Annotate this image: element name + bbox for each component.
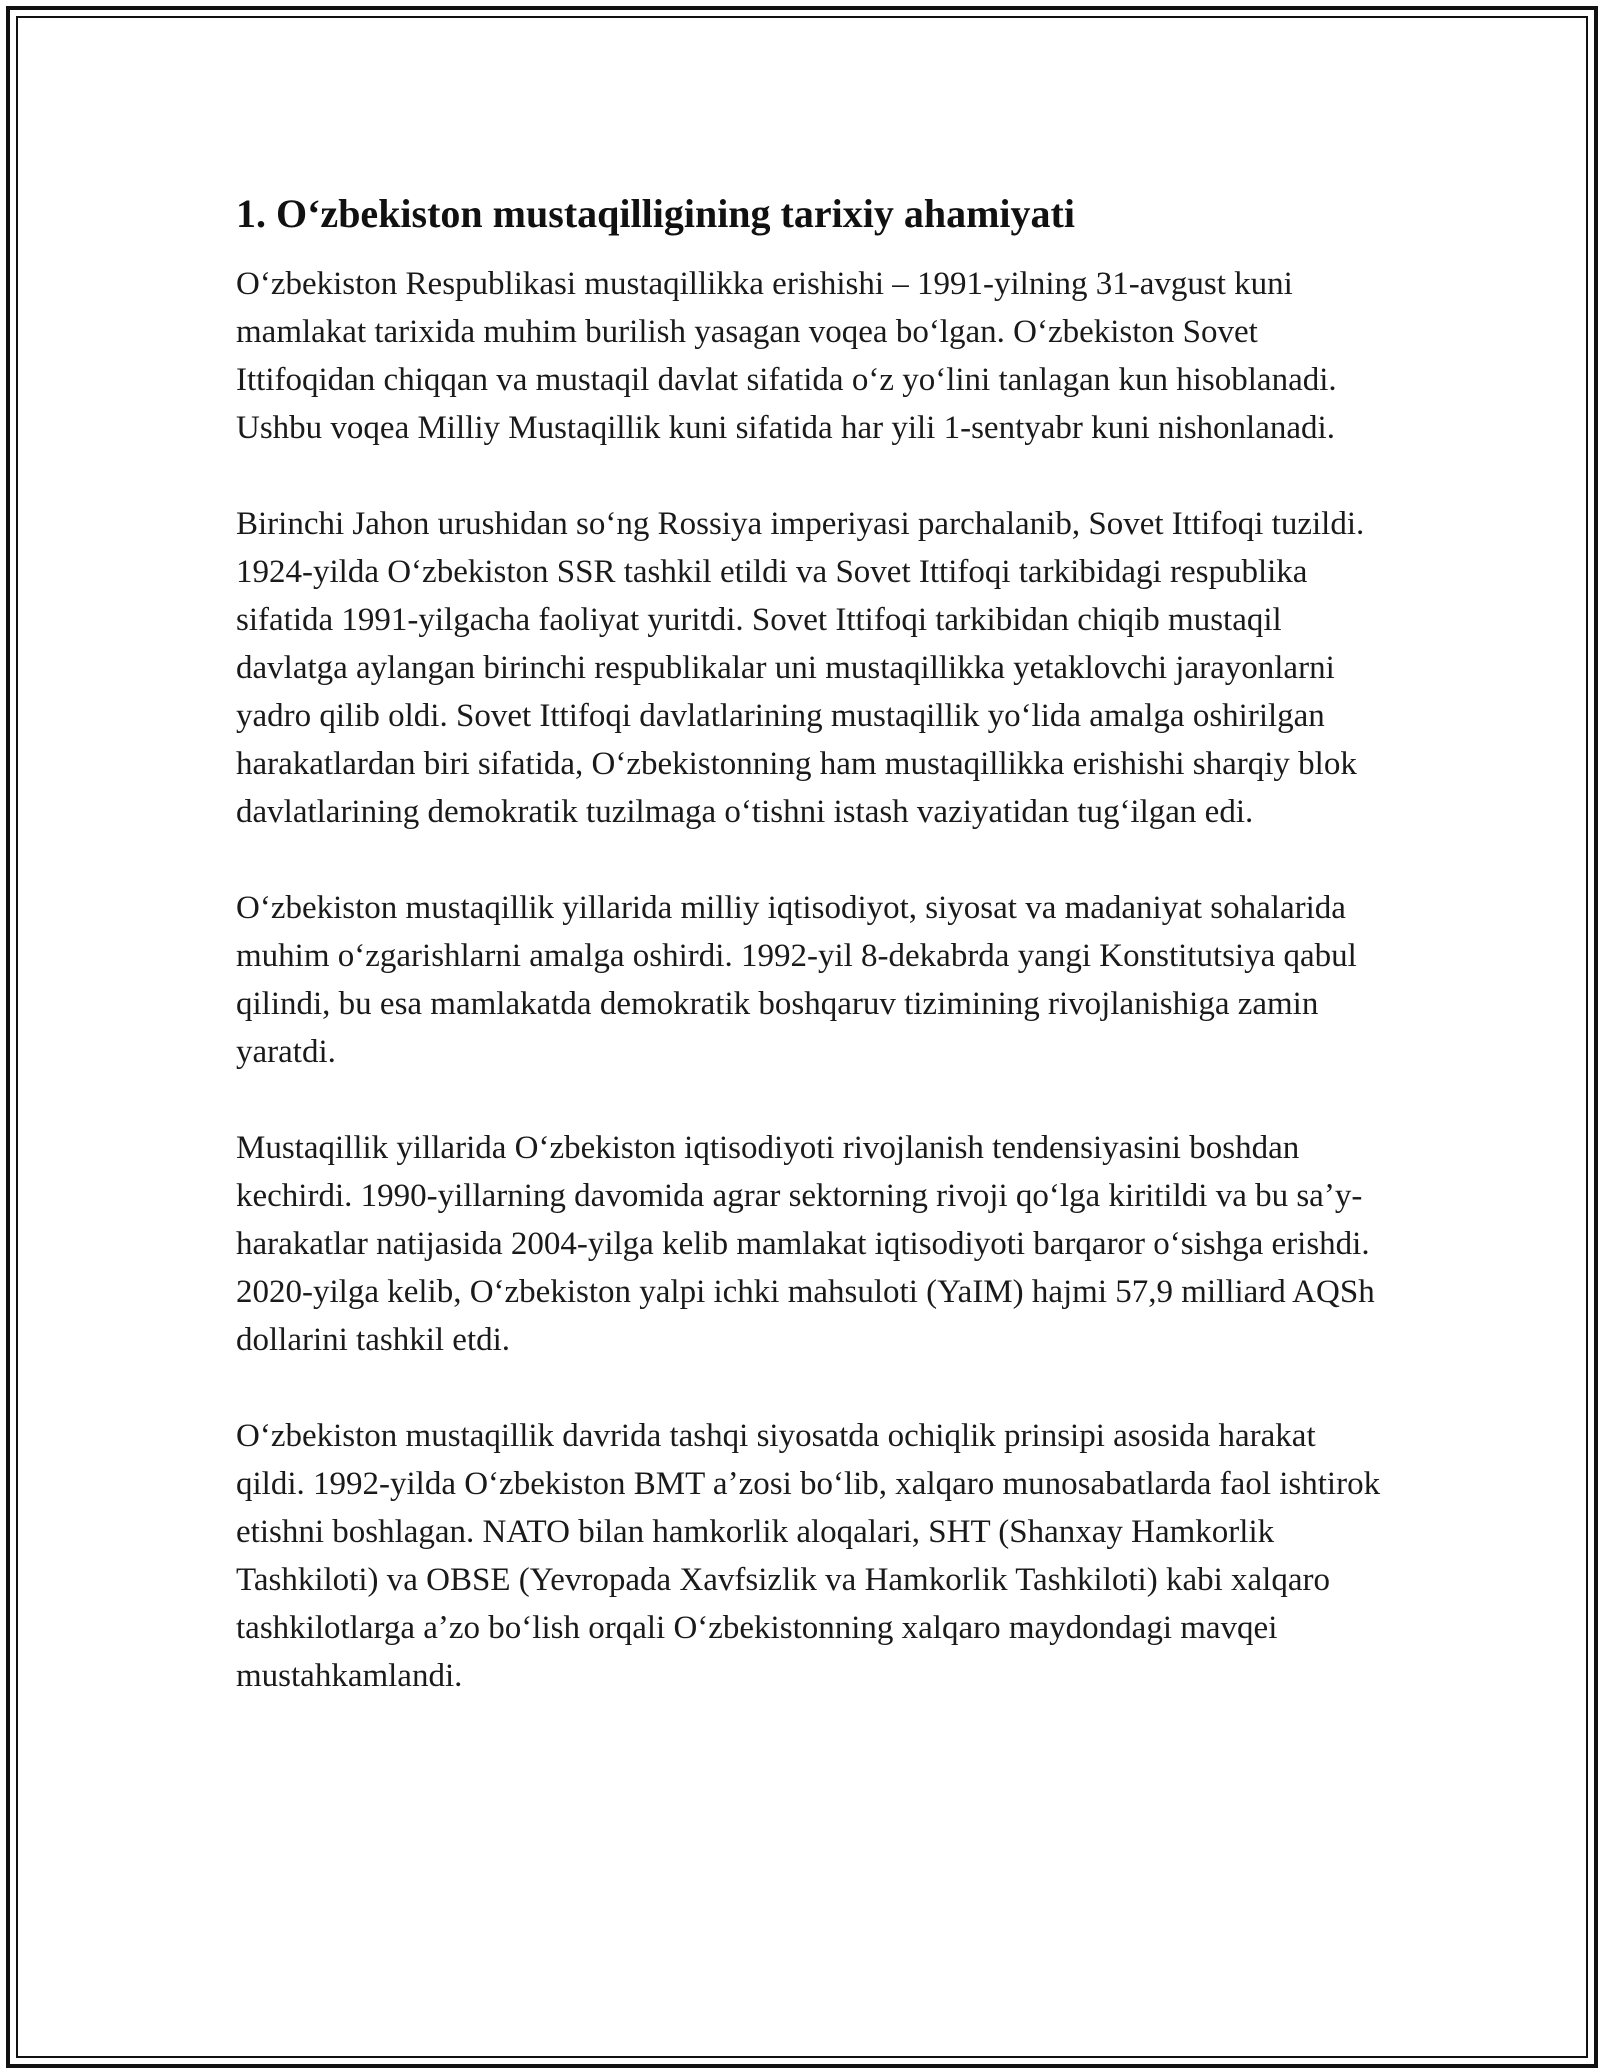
document-body (236, 186, 1386, 1748)
paragraph-economy: Mustaqillik yillarida Oʻzbekiston iqtisodiyoti rivojlanish tendensiyasini boshdan kechirdi. 1990-yillarning davomida agrar sektorning rivoji qoʻlga kiritildi va bu saʼy-harakatlar natijasida 2004-yilga kelib mamlakat iqtisodiyoti barqaror oʻsishga erishdi. 2020-yilga kelib, Oʻzbekiston yalpi ichki mahsuloti (YaIM) hajmi 57,9 milliard AQSh dollarini tashkil etdi. (236, 1130, 1375, 1358)
paragraph-soviet-history: Birinchi Jahon urushidan soʻng Rossiya imperiyasi parchalanib, Sovet Ittifoqi tuzildi. 1924-yilda Oʻzbekiston SSR tashkil etildi va Sovet Ittifoqi tarkibidagi respublika sifatida 1991-yilgacha faoliyat yuritdi. Sovet Ittifoqi tarkibidan chiqib mustaqil davlatga aylangan birinchi respublikalar uni mustaqillikka yetaklovchi jarayonlarni yadro qilib oldi. Sovet Ittifoqi davlatlarining mustaqillik yoʻlida amalga oshirilgan harakatlardan biri sifatida, Oʻzbekistonning ham mustaqillikka erishishi sharqiy blok davlatlarining demokratik tuzilmaga oʻtishni istash vaziyatidan tugʻilgan edi. (236, 506, 1365, 830)
section-heading: 1. Oʻzbekiston mustaqilligining tarixiy ahamiyati (236, 191, 1075, 236)
paragraph-independence-date: Oʻzbekiston Respublikasi mustaqillikka erishishi – 1991-yilning 31-avgust kuni mamlakat tarixida muhim burilish yasagan voqea boʻlgan. Oʻzbekiston Sovet Ittifoqidan chiqqan va mustaqil davlat sifatida oʻz yoʻlini tanlagan kun hisoblanadi. Ushbu voqea Milliy Mustaqillik kuni sifatida har yili 1-sentyabr kuni nishonlanadi. (236, 266, 1337, 446)
paragraph-constitution: Oʻzbekiston mustaqillik yillarida milliy iqtisodiyot, siyosat va madaniyat sohalarida muhim oʻzgarishlarni amalga oshirdi. 1992-yil 8-dekabrda yangi Konstitutsiya qabul qilindi, bu esa mamlakatda demokratik boshqaruv tizimining rivojlanishiga zamin yaratdi. (236, 890, 1357, 1070)
paragraph-foreign-policy: Oʻzbekiston mustaqillik davrida tashqi siyosatda ochiqlik prinsipi asosida harakat qildi. 1992-yilda Oʻzbekiston BMT aʼzosi boʻlib, xalqaro munosabatlarda faol ishtirok etishni boshlagan. NATO bilan hamkorlik aloqalari, SHT (Shanxay Hamkorlik Tashkiloti) va OBSE (Yevropada Xavfsizlik va Hamkorlik Tashkiloti) kabi xalqaro tashkilotlarga aʼzo boʻlish orqali Oʻzbekistonning xalqaro maydondagi mavqei mustahkamlandi. (236, 1418, 1381, 1694)
